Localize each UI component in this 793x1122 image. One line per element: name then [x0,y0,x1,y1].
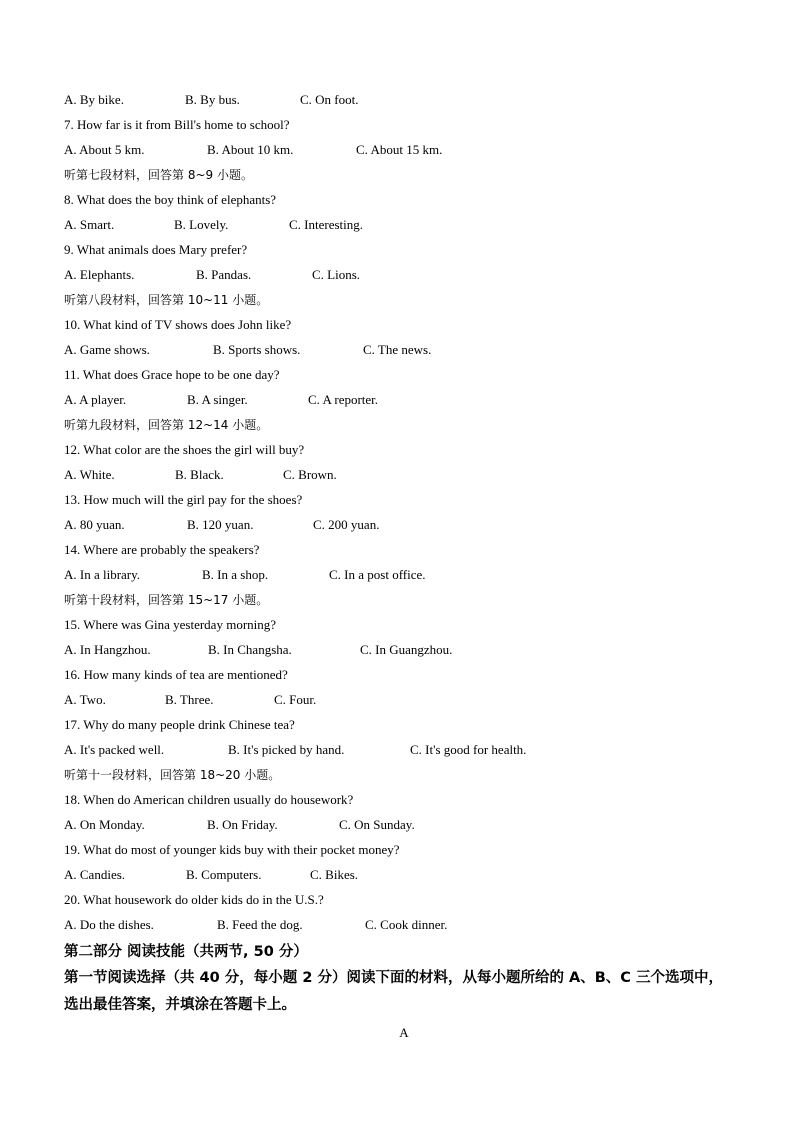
question-text: 12. What color are the shoes the girl will buy? [64,442,305,457]
option-b: B. Black. [175,467,224,482]
question-text: 8. What does the boy think of elephants? [64,192,277,207]
section-instruction: 听第九段材料，回答第 12~14 小题。 [64,418,269,432]
exam-page [64,90,744,1041]
section-instruction: 听第十段材料，回答第 15~17 小题。 [64,593,269,607]
option-c: C. It's good for health. [410,742,527,757]
option-c: C. On Sunday. [339,817,415,832]
answer-options [64,265,744,290]
option-b: B. Computers. [186,867,262,882]
question-text: 20. What housework do older kids do in the U.S.? [64,892,324,907]
option-a: A. On Monday. [64,817,145,832]
question-text: 9. What animals does Mary prefer? [64,242,248,257]
option-a: A. In a library. [64,567,141,582]
question-list [64,90,744,940]
option-a: A. Elephants. [64,267,135,282]
option-a: A. Candies. [64,867,126,882]
answer-options [64,140,744,165]
option-c: C. In Guangzhou. [360,642,453,657]
option-b: B. Three. [165,692,214,707]
option-a: A. About 5 km. [64,142,145,157]
option-c: C. Bikes. [310,867,359,882]
answer-options [64,465,744,490]
option-b: B. 120 yuan. [187,517,254,532]
option-a: A. It's packed well. [64,742,165,757]
option-a: A. White. [64,467,115,482]
option-b: B. By bus. [185,92,240,107]
option-c: C. 200 yuan. [313,517,380,532]
option-c: C. Lions. [312,267,361,282]
option-b: B. About 10 km. [207,142,294,157]
option-b: B. Sports shows. [213,342,301,357]
answer-options [64,515,744,540]
option-a: A. Game shows. [64,342,150,357]
answer-options [64,815,744,840]
option-b: B. On Friday. [207,817,278,832]
section-instruction: 听第七段材料，回答第 8~9 小题。 [64,168,253,182]
answer-options [64,640,744,665]
answer-options [64,90,744,115]
option-a: A. In Hangzhou. [64,642,151,657]
option-c: C. Cook dinner. [365,917,448,932]
option-a: A. Two. [64,692,106,707]
option-a: A. Do the dishes. [64,917,154,932]
answer-options [64,915,744,940]
option-b: B. In a shop. [202,567,269,582]
option-c: C. A reporter. [308,392,379,407]
option-b: B. Pandas. [196,267,252,282]
option-c: C. Brown. [283,467,337,482]
section-one-heading: 第一节阅读选择（共 40 分，每小题 2 分）阅读下面的材料，从每小题所给的 A、B、C 三个选项中，选出最佳答案，并填涂在答题卡上。 [64,970,723,1013]
option-c: C. About 15 km. [356,142,443,157]
option-c: C. In a post office. [329,567,426,582]
passage-label: A [399,1025,409,1040]
section-instruction: 听第十一段材料，回答第 18~20 小题。 [64,768,281,782]
question-text: 11. What does Grace hope to be one day? [64,367,280,382]
option-b: B. A singer. [187,392,248,407]
answer-options [64,215,744,240]
option-c: C. Interesting. [289,217,364,232]
option-b: B. Feed the dog. [217,917,303,932]
answer-options [64,390,744,415]
question-text: 18. When do American children usually do housework? [64,792,354,807]
answer-options [64,340,744,365]
answer-options [64,865,744,890]
question-text: 14. Where are probably the speakers? [64,542,260,557]
option-a: A. A player. [64,392,127,407]
question-text: 13. How much will the girl pay for the shoes? [64,492,303,507]
option-a: A. By bike. [64,92,124,107]
question-text: 17. Why do many people drink Chinese tea? [64,717,295,732]
option-c: C. On foot. [300,92,359,107]
question-text: 7. How far is it from Bill's home to school? [64,117,290,132]
option-c: C. Four. [274,692,317,707]
section-instruction: 听第八段材料，回答第 10~11 小题。 [64,293,269,307]
answer-options [64,565,744,590]
question-text: 15. Where was Gina yesterday morning? [64,617,277,632]
option-b: B. In Changsha. [208,642,292,657]
option-b: B. It's picked by hand. [228,742,345,757]
question-text: 19. What do most of younger kids buy with their pocket money? [64,842,400,857]
part-two-heading: 第二部分 阅读技能（共两节, 50 分） [64,944,308,960]
option-c: C. The news. [363,342,432,357]
answer-options [64,690,744,715]
option-a: A. 80 yuan. [64,517,125,532]
answer-options [64,740,744,765]
option-a: A. Smart. [64,217,115,232]
question-text: 16. How many kinds of tea are mentioned? [64,667,288,682]
question-text: 10. What kind of TV shows does John like? [64,317,292,332]
option-b: B. Lovely. [174,217,229,232]
